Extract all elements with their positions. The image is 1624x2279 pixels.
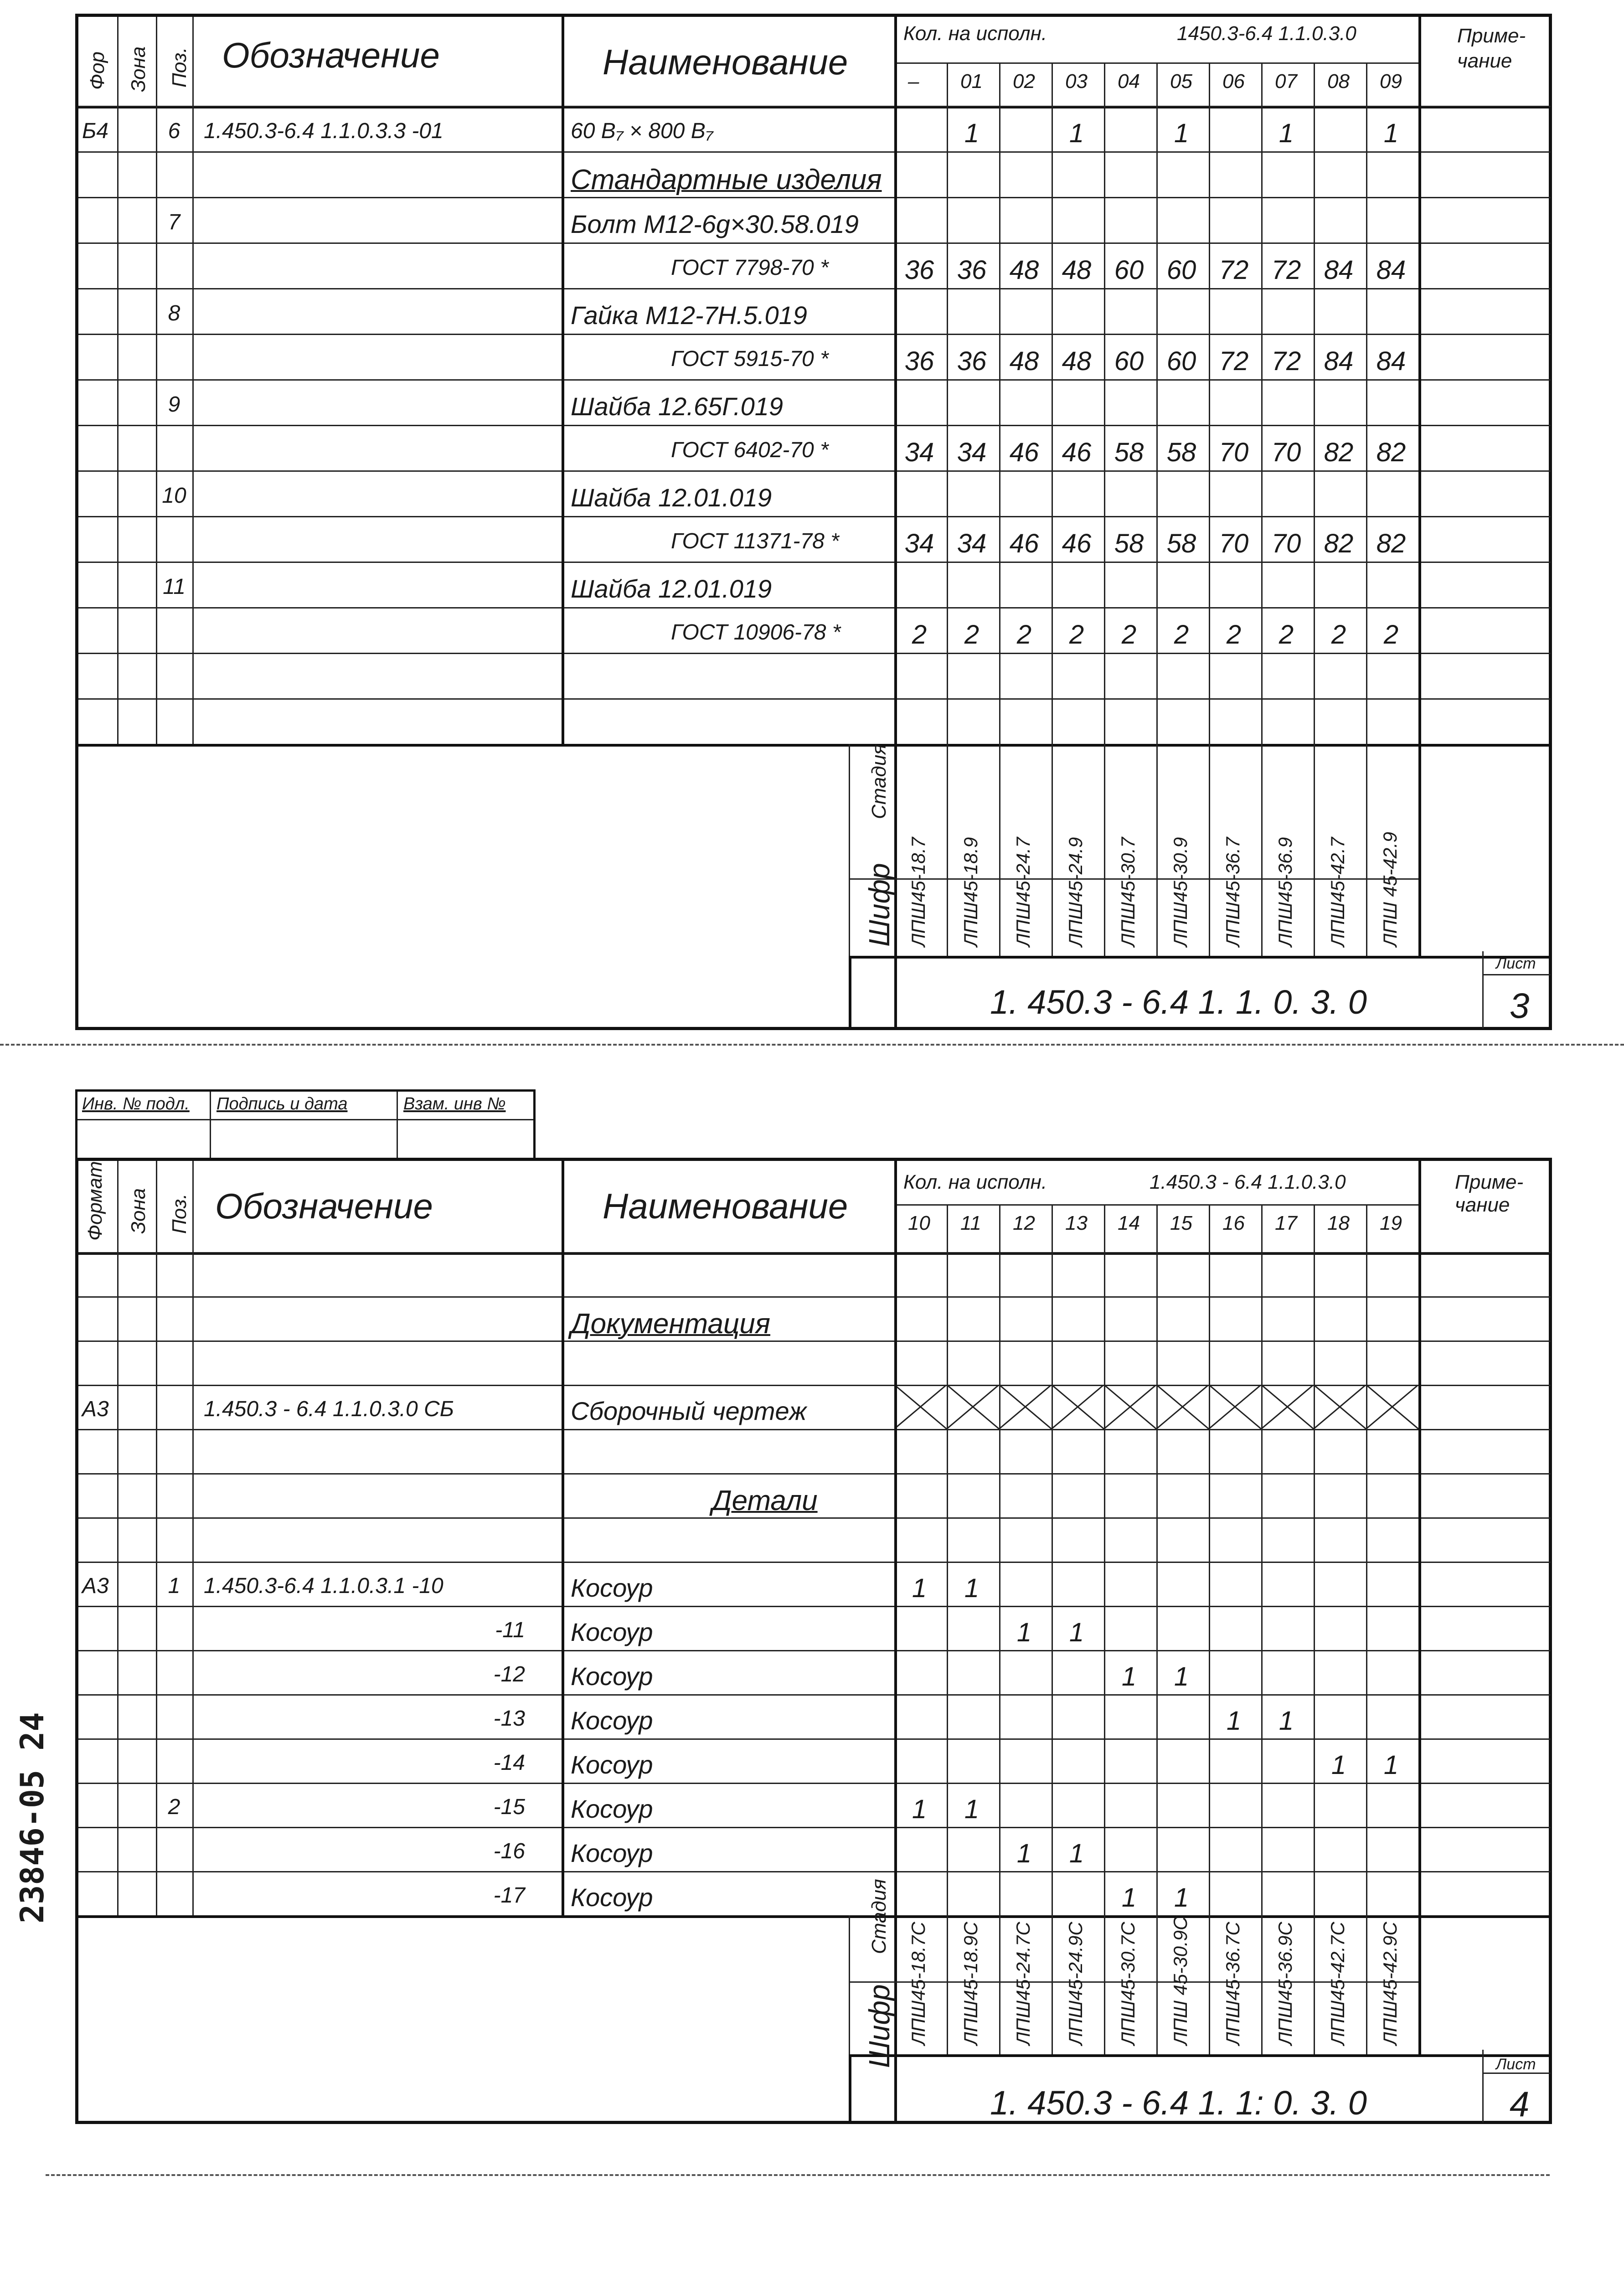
qty-cell: 70 [1219, 529, 1249, 558]
qty-cell: 36 [957, 346, 987, 376]
qty-cell: 70 [1271, 438, 1301, 467]
grid-line [562, 17, 564, 744]
grid-line [117, 1161, 119, 1915]
stage-label: Стадия [868, 744, 890, 819]
grid-line [1156, 62, 1158, 956]
row-name: Косоур [571, 1794, 653, 1823]
row-name: Документация [571, 1308, 770, 1340]
qty-cell: 1 [964, 1794, 980, 1824]
grid-line [1482, 951, 1484, 1029]
row-name: Гайка М12-7Н.5.019 [571, 301, 807, 330]
cipher-code: ЛПШ45-36.9С [1274, 1922, 1296, 2045]
grid-line [78, 242, 1551, 244]
grid-line [192, 17, 194, 744]
doc-code: 1. 450.3 - 6.4 1. 1. 0. 3. 0 [990, 983, 1367, 1021]
bottom-line [46, 2174, 1550, 2176]
qty-cell: 1 [964, 1573, 980, 1603]
variant-header: 09 [1380, 70, 1402, 93]
qty-cell: 34 [957, 529, 987, 558]
grid-line [947, 1204, 948, 2054]
variant-header: – [908, 70, 919, 93]
variant-header: 01 [960, 70, 983, 93]
grid-line [78, 516, 1551, 517]
row-fmt: Б4 [82, 119, 108, 143]
grid-line [1314, 62, 1315, 956]
variant-header: 06 [1222, 70, 1245, 93]
row-name: Детали [712, 1485, 818, 1516]
qty-cell: 1 [1174, 119, 1189, 148]
cipher-code: ЛПШ45-30.9 [1170, 837, 1191, 947]
variant-header: 08 [1327, 70, 1350, 93]
row-name: Стандартные изделия [571, 164, 882, 196]
row-pos: 9 [168, 392, 180, 417]
grid-line [78, 653, 1551, 654]
qty-cell: 82 [1376, 438, 1406, 467]
cipher-code: ЛПШ45-36.7 [1222, 837, 1243, 947]
grid-line [1209, 1204, 1210, 2054]
grid-line [78, 1915, 1551, 1918]
grid-line [78, 1650, 1551, 1651]
note-header: Приме- [1457, 25, 1526, 47]
name-header: Наименование [603, 1186, 848, 1226]
col-zone-header: Зона [127, 1188, 150, 1234]
row-pos: 11 [163, 575, 186, 599]
row-name: Косоур [571, 1839, 653, 1867]
qty-cell: 36 [957, 255, 987, 285]
row-designation: 1.450.3 - 6.4 1.1.0.3.0 СБ [204, 1397, 454, 1421]
variant-header: 16 [1222, 1212, 1245, 1234]
qty-cell: 34 [957, 438, 987, 467]
archive-number: 23846-05 24 [14, 1712, 51, 1923]
qty-cell: 2 [1226, 620, 1242, 650]
grid-line [156, 1161, 157, 1915]
grid-line [1104, 62, 1105, 956]
qty-cell: 58 [1114, 438, 1144, 467]
variant-header: 12 [1013, 1212, 1035, 1234]
col-pos-header: Поз. [168, 47, 191, 88]
qty-cell: 46 [1062, 438, 1092, 467]
variant-header: 05 [1170, 70, 1192, 93]
qty-cell: 1 [1121, 1662, 1137, 1691]
qty-cell: 82 [1324, 438, 1354, 467]
grid-line [849, 1915, 850, 2054]
qty-cell: 34 [904, 529, 934, 558]
row-designation: -16 [493, 1839, 525, 1863]
row-name: Болт М12-6g×30.58.019 [571, 210, 859, 238]
qty-code: 1.450.3 - 6.4 1.1.0.3.0 [1150, 1171, 1346, 1193]
stamp-divider [397, 1092, 398, 1160]
qty-cell: 2 [1383, 620, 1399, 650]
row-designation: -13 [493, 1707, 525, 1731]
qty-cell: 48 [1062, 255, 1092, 285]
grid-line [849, 744, 850, 956]
qty-cell: 2 [1279, 620, 1294, 650]
qty-cell: 2 [1121, 620, 1137, 650]
row-designation: -12 [493, 1662, 525, 1686]
qty-cell: 1 [912, 1573, 927, 1603]
variant-header: 19 [1380, 1212, 1402, 1234]
qty-cell: 72 [1271, 255, 1301, 285]
grid-line [999, 62, 1000, 956]
grid-line [78, 1606, 1551, 1607]
qty-cell: 48 [1009, 346, 1039, 376]
stamp-divider [210, 1092, 211, 1160]
grid-line [156, 17, 157, 744]
row-designation: -11 [495, 1618, 525, 1642]
grid-line [849, 2054, 1551, 2057]
grid-line [78, 425, 1551, 426]
sheet-1 [75, 14, 1552, 1030]
cipher-label: Шифр [863, 863, 896, 947]
variant-header: 15 [1170, 1212, 1192, 1234]
qty-cell: 58 [1166, 529, 1196, 558]
grid-line [78, 1429, 1551, 1430]
row-fmt: А3 [82, 1397, 109, 1421]
grid-line [78, 1694, 1551, 1696]
qty-cell: 1 [1226, 1706, 1242, 1736]
grid-line [78, 1517, 1551, 1519]
grid-line [78, 197, 1551, 198]
cipher-code: ЛПШ45-18.9 [960, 837, 981, 947]
row-name: Косоур [571, 1573, 653, 1602]
cipher-code: ЛПШ45-24.9 [1065, 837, 1086, 947]
row-name: Шайба 12.01.019 [571, 483, 772, 512]
grid-line [849, 956, 851, 1029]
designation-header: Обозначение [222, 35, 440, 75]
stamp-divider [77, 1119, 533, 1120]
cipher-code: ЛПШ45-24.9С [1065, 1922, 1086, 2045]
qty-title: Кол. на исполн. [903, 22, 1047, 45]
sheet-number: 3 [1510, 985, 1530, 1026]
sheet-label: Лист [1496, 955, 1536, 972]
grid-line [78, 1385, 1551, 1386]
qty-cell: 84 [1376, 346, 1406, 376]
qty-cell: 46 [1009, 529, 1039, 558]
qty-cell: 60 [1166, 346, 1196, 376]
row-designation: 1.450.3-6.4 1.1.0.3.1 -10 [204, 1574, 443, 1598]
grid-line [1482, 2050, 1484, 2123]
row-name: ГОСТ 5915-70 * [671, 347, 829, 371]
grid-line [1482, 974, 1551, 975]
grid-line [1314, 1204, 1315, 2054]
row-name: Косоур [571, 1883, 653, 1912]
cipher-code: ЛПШ45-42.7С [1327, 1922, 1348, 2045]
cipher-code: ЛПШ45-36.7С [1222, 1922, 1243, 2045]
variant-header: 13 [1065, 1212, 1088, 1234]
qty-cell: 84 [1324, 255, 1354, 285]
grid-line [78, 379, 1551, 381]
qty-cell: 1 [1069, 1839, 1084, 1868]
grid-line [192, 1161, 194, 1915]
grid-line [1366, 62, 1367, 956]
qty-cell: 2 [912, 620, 927, 650]
col-pos-header: Поз. [168, 1193, 191, 1234]
grid-line [1209, 62, 1210, 956]
cipher-code: ЛПШ45-24.7С [1012, 1922, 1034, 2045]
qty-cell: 1 [1016, 1839, 1032, 1868]
col-format-header: Фор [86, 52, 108, 90]
qty-cell: 72 [1219, 255, 1249, 285]
qty-cell: 1 [1069, 119, 1084, 148]
qty-cell: 60 [1114, 346, 1144, 376]
row-name: Шайба 12.65Г.019 [571, 392, 784, 421]
stamp-sign: Подпись и дата [217, 1094, 348, 1114]
row-name: Косоур [571, 1706, 653, 1735]
name-header: Наименование [603, 42, 848, 82]
grid-line [1261, 62, 1263, 956]
qty-cell: 1 [1016, 1618, 1032, 1647]
cipher-code: ЛПШ45-36.9 [1274, 837, 1296, 947]
sheet-2 [75, 1158, 1552, 2124]
grid-line [1156, 1204, 1158, 2054]
qty-cell: 34 [904, 438, 934, 467]
qty-cell: 1 [912, 1794, 927, 1824]
row-name: Косоур [571, 1618, 653, 1646]
cipher-code: ЛПШ45-42.9С [1379, 1922, 1401, 2045]
qty-cell: 58 [1114, 529, 1144, 558]
stamp-inv: Инв. № подл. [82, 1094, 190, 1114]
row-pos: 8 [168, 301, 180, 325]
note-header-2: чание [1455, 1194, 1510, 1216]
row-pos: 2 [168, 1795, 180, 1819]
qty-cell: 1 [1279, 119, 1294, 148]
grid-line [78, 334, 1551, 335]
qty-cell: 1 [1279, 1706, 1294, 1736]
row-name: Косоур [571, 1750, 653, 1779]
row-name: ГОСТ 7798-70 * [671, 256, 829, 280]
cipher-code: ЛПШ45-18.7 [907, 837, 929, 947]
qty-cell: 2 [1174, 620, 1189, 650]
qty-cell: 48 [1062, 346, 1092, 376]
approval-stamp [75, 1089, 536, 1162]
cipher-code: ЛПШ45-42.7 [1327, 837, 1348, 947]
variant-header: 04 [1118, 70, 1140, 93]
qty-cell: 46 [1062, 529, 1092, 558]
row-name: ГОСТ 11371-78 * [671, 529, 839, 553]
variant-header: 11 [960, 1212, 981, 1234]
grid-line [562, 1161, 564, 1915]
cipher-label: Шифр [863, 1984, 896, 2068]
qty-cell: 84 [1324, 346, 1354, 376]
qty-cell: 36 [904, 255, 934, 285]
qty-cell: 2 [1069, 620, 1084, 650]
row-name: 60 В₇ × 800 В₇ [571, 119, 713, 143]
row-pos: 7 [168, 210, 180, 234]
designation-header: Обозначение [215, 1186, 433, 1226]
qty-cell: 1 [1331, 1750, 1346, 1780]
qty-cell: 36 [904, 346, 934, 376]
qty-cell: 58 [1166, 438, 1196, 467]
grid-line [78, 744, 1551, 747]
row-designation: -14 [493, 1751, 525, 1775]
qty-code: 1450.3-6.4 1.1.0.3.0 [1177, 22, 1356, 45]
row-fmt: А3 [82, 1574, 109, 1598]
qty-cell: 46 [1009, 438, 1039, 467]
row-name: Косоур [571, 1662, 653, 1691]
row-name: ГОСТ 10906-78 * [671, 620, 841, 645]
cipher-code: ЛПШ45-24.7 [1012, 837, 1034, 947]
doc-code: 1. 450.3 - 6.4 1. 1: 0. 3. 0 [990, 2084, 1367, 2122]
grid-line [78, 151, 1551, 153]
grid-line [78, 106, 1551, 107]
qty-cell: 1 [1383, 1750, 1399, 1780]
grid-line [117, 17, 119, 744]
note-header: Приме- [1455, 1171, 1524, 1193]
grid-line [78, 1783, 1551, 1784]
qty-cell: 2 [1016, 620, 1032, 650]
grid-line [1261, 1204, 1263, 2054]
grid-line [1052, 1204, 1053, 2054]
stamp-replace: Взам. инв № [403, 1094, 506, 1114]
grid-line [78, 1252, 1551, 1253]
row-designation: -17 [493, 1883, 525, 1908]
qty-cell: 84 [1376, 255, 1406, 285]
variant-header: 10 [908, 1212, 930, 1234]
qty-cell: 60 [1166, 255, 1196, 285]
qty-title: Кол. на исполн. [903, 1171, 1047, 1193]
grid-line [78, 1473, 1551, 1475]
grid-line [1366, 1204, 1367, 2054]
qty-cell: 48 [1009, 255, 1039, 285]
qty-cell: 72 [1219, 346, 1249, 376]
grid-line [1052, 62, 1053, 956]
qty-cell: 2 [1331, 620, 1346, 650]
grid-line [1418, 17, 1421, 956]
qty-cell: 1 [1174, 1883, 1189, 1913]
cipher-code: ЛПШ45-18.7С [907, 1922, 929, 2045]
qty-cell: 70 [1271, 529, 1301, 558]
grid-line [78, 607, 1551, 608]
grid-line [78, 288, 1551, 289]
grid-line [78, 562, 1551, 563]
grid-line [78, 698, 1551, 700]
variant-header: 03 [1065, 70, 1088, 93]
grid-line [1418, 1161, 1421, 2054]
cipher-code: ЛПШ45-30.7С [1117, 1922, 1139, 2045]
qty-cell: 1 [964, 119, 980, 148]
sheet-label: Лист [1496, 2056, 1536, 2073]
variant-header: 07 [1275, 70, 1297, 93]
cipher-code: ЛПШ 45-42.9 [1379, 832, 1401, 947]
qty-cell: 2 [964, 620, 980, 650]
grid-line [849, 2054, 851, 2123]
qty-cell: 82 [1376, 529, 1406, 558]
cipher-code: ЛПШ 45-30.9С [1170, 1916, 1191, 2045]
qty-cell: 1 [1383, 119, 1399, 148]
row-pos: 6 [168, 119, 180, 143]
grid-line [78, 470, 1551, 472]
row-pos: 1 [168, 1574, 180, 1598]
note-header-2: чание [1457, 50, 1512, 72]
grid-line [78, 1827, 1551, 1828]
qty-cell: 72 [1271, 346, 1301, 376]
grid-line [894, 1161, 897, 2123]
grid-line [849, 956, 1551, 959]
row-designation: -15 [493, 1795, 525, 1819]
qty-cell: 82 [1324, 529, 1354, 558]
row-name: Шайба 12.01.019 [571, 574, 772, 603]
sheet-number: 4 [1510, 2084, 1530, 2124]
col-zone-header: Зона [127, 46, 150, 92]
grid-line [947, 62, 948, 956]
variant-header: 18 [1327, 1212, 1350, 1234]
cipher-code: ЛПШ45-18.9С [960, 1922, 981, 2045]
stage-label: Стадия [868, 1879, 890, 1954]
row-pos: 10 [162, 484, 186, 508]
qty-cell: 70 [1219, 438, 1249, 467]
grid-line [999, 1204, 1000, 2054]
variant-header: 14 [1118, 1212, 1140, 1234]
col-format-header: Формат [84, 1161, 106, 1241]
grid-line [1104, 1204, 1105, 2054]
qty-cell: 1 [1069, 1618, 1084, 1647]
grid-line [78, 1738, 1551, 1740]
grid-line [78, 1296, 1551, 1298]
qty-cell: 1 [1121, 1883, 1137, 1913]
grid-line [78, 1871, 1551, 1872]
row-designation: 1.450.3-6.4 1.1.0.3.3 -01 [204, 119, 443, 143]
row-name: Сборочный чертеж [571, 1397, 807, 1425]
row-name: ГОСТ 6402-70 * [671, 438, 829, 462]
grid-line [78, 1562, 1551, 1563]
page-separator [0, 1044, 1624, 1046]
grid-line [78, 1341, 1551, 1342]
variant-header: 02 [1013, 70, 1035, 93]
cipher-code: ЛПШ45-30.7 [1117, 837, 1139, 947]
variant-header: 17 [1275, 1212, 1297, 1234]
qty-cell: 60 [1114, 255, 1144, 285]
qty-cell: 1 [1174, 1662, 1189, 1691]
